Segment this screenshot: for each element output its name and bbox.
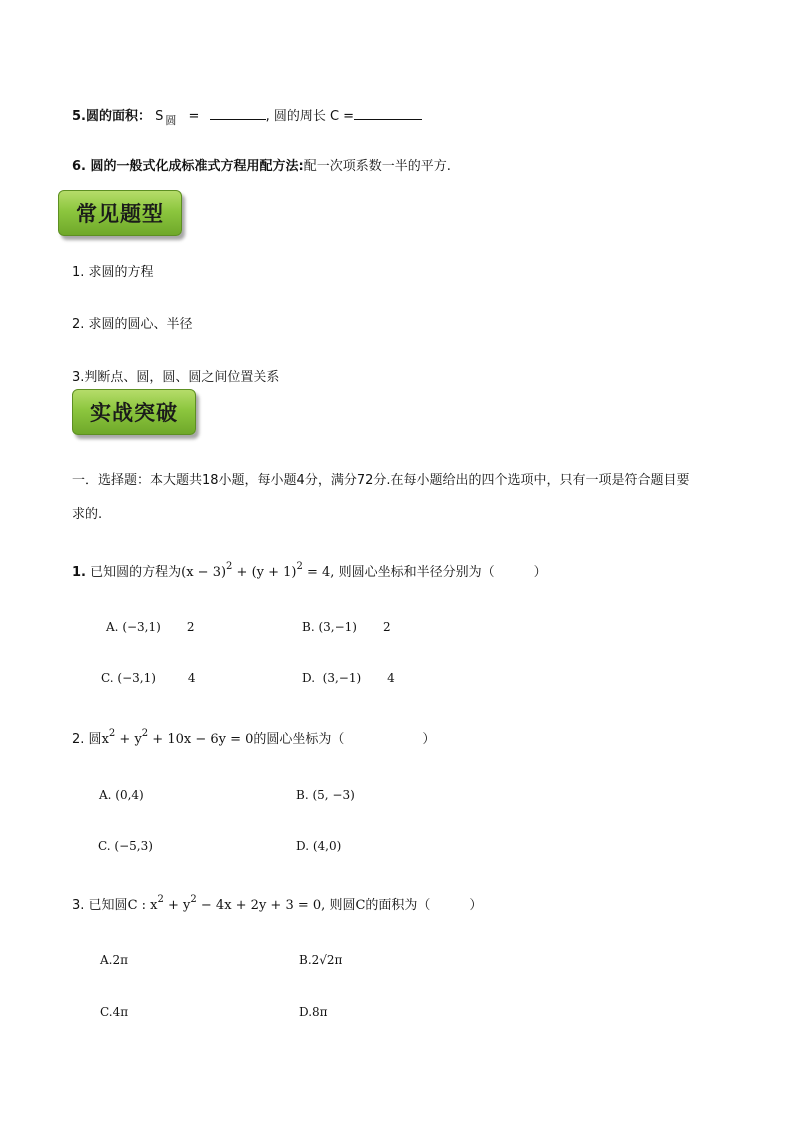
q1-option-c[interactable]: C. (−3,1) 4	[101, 671, 196, 685]
section-badge-common-types: 常见题型	[58, 190, 182, 236]
type-item-3: 3.判断点、圆，圆、圆之间位置关系	[72, 370, 280, 385]
question-1-number: 1.	[72, 565, 86, 580]
question-2-number: 2.	[72, 732, 85, 747]
q2-option-d[interactable]: D. (4,0)	[296, 839, 342, 853]
item-6	[72, 160, 451, 173]
q3-option-c[interactable]: C.4π	[100, 1005, 129, 1019]
question-2-equation: $x^2 + y^2 + 10x - 6y = 0$	[101, 728, 254, 747]
question-2-post: 的圆心坐标为（ ）	[253, 732, 436, 747]
question-3-circle-c: C	[355, 898, 366, 913]
section-badge-practice: 实战突破	[72, 389, 196, 435]
q1-option-a[interactable]: A. (−3,1) 2	[106, 620, 195, 634]
section-instruction-line-2: 求的.	[72, 507, 103, 522]
question-3-number: 3.	[72, 898, 85, 913]
area-blank[interactable]	[210, 107, 266, 120]
q2-option-c[interactable]: C. (−5,3)	[98, 839, 153, 853]
item-5-label: 5.圆的面积：	[72, 109, 151, 124]
q3-option-d[interactable]: D.8π	[299, 1005, 328, 1019]
question-1-equation: $(x - 3)^2 + (y + 1)^2 = 4$,	[181, 561, 335, 580]
question-2-pre: 圆	[88, 732, 102, 747]
q2-option-b[interactable]: B. (5, −3)	[296, 788, 355, 802]
q1-option-b[interactable]: B. (3,−1) 2	[302, 620, 391, 634]
equals-sign: =	[188, 109, 200, 124]
circumference-label: , 圆的周长 C =	[265, 109, 355, 124]
question-3-pre: 已知圆	[88, 898, 128, 913]
q1-option-d[interactable]: D. (3,−1) 4	[302, 671, 395, 685]
area-symbol: S	[155, 109, 164, 124]
q2-option-a[interactable]: A. (0,4)	[99, 788, 144, 802]
item-6-bold: 6. 圆的一般式化成标准式方程用配方法:	[72, 159, 304, 174]
type-item-2: 2. 求圆的圆心、半径	[72, 317, 193, 332]
question-1-post: 则圆心坐标和半径分别为（ ）	[338, 565, 547, 580]
question-1	[72, 561, 547, 580]
type-item-1: 1. 求圆的方程	[72, 265, 154, 280]
item-5	[72, 107, 422, 127]
question-3	[72, 894, 483, 913]
q3-option-b[interactable]: B.2√2π	[299, 953, 343, 967]
question-3-equation: C : $x^2 + y^2 - 4x + 2y + 3 = 0$,	[127, 894, 326, 913]
section-instruction-line-1: 一．选择题：本大题共18小题，每小题4分，满分72分.在每小题给出的四个选项中，只有一项是符合题目要	[72, 473, 690, 488]
question-3-post-1: 则圆	[329, 898, 356, 913]
area-subscript: 圆	[165, 114, 177, 127]
question-2	[72, 728, 436, 747]
item-6-rest: 配一次项系数一半的平方.	[303, 159, 451, 174]
q3-option-a[interactable]: A.2π	[100, 953, 129, 967]
circumference-blank[interactable]	[354, 107, 422, 120]
question-3-post-2: 的面积为（ ）	[365, 898, 483, 913]
question-1-pre: 已知圆的方程为	[90, 565, 182, 580]
